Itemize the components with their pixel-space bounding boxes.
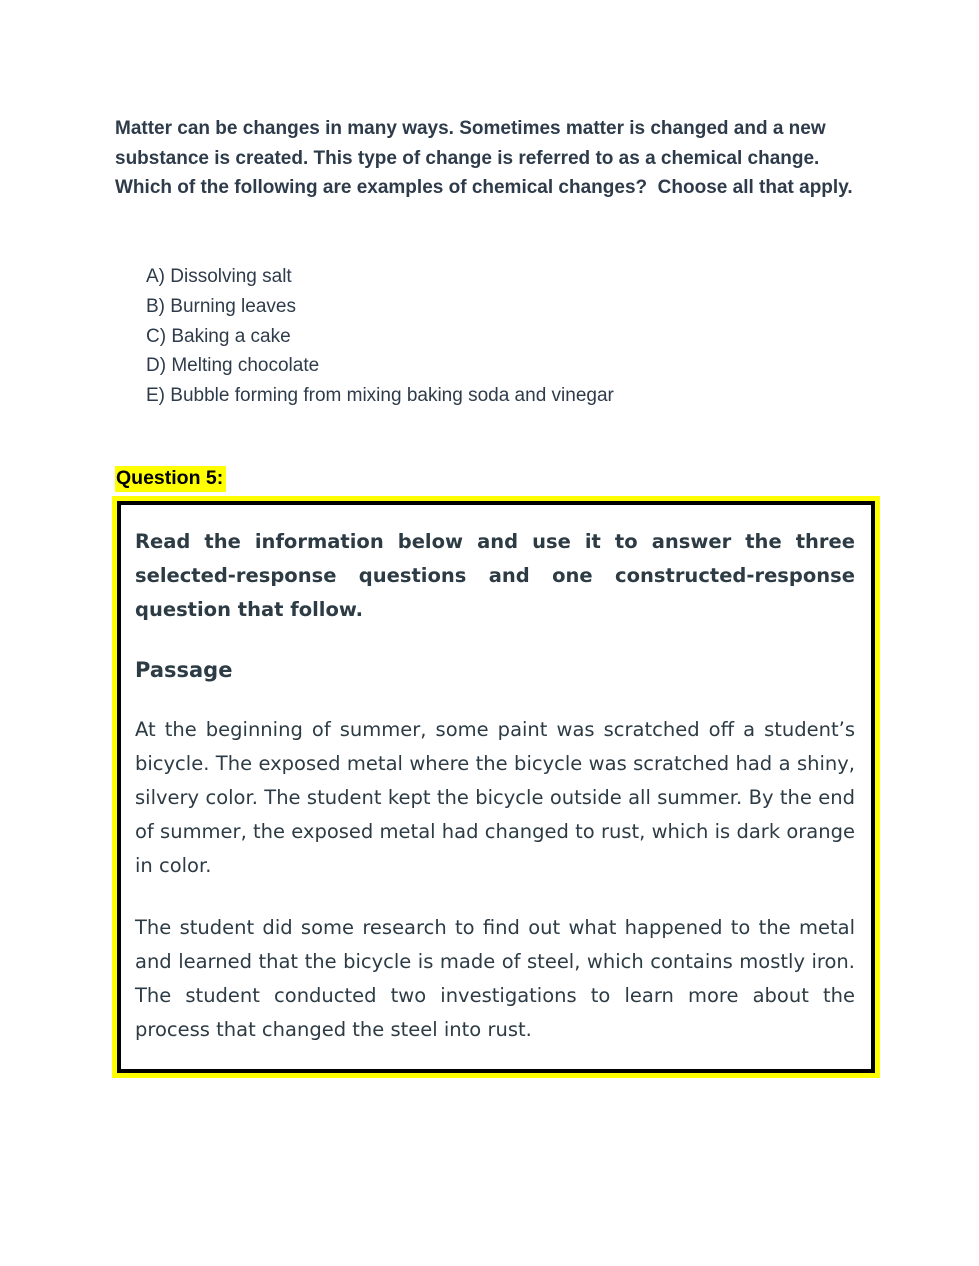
question5-header xyxy=(115,466,226,492)
question5-label: Question 5: xyxy=(115,466,226,492)
question-prompt: Matter can be changes in many ways. Sometimes matter is changed and a new substance is created. This type of change is referred to as a chemical change. Which of the following are examples of chemical changes? Choose all that apply. xyxy=(115,118,853,198)
passage-box xyxy=(117,501,875,1073)
passage-instructions: Read the information below and use it to answer the three selected-response questions and one constructed-response question that follow. xyxy=(135,530,855,621)
answer-option-a: A) Dissolving salt xyxy=(146,266,292,287)
passage-heading: Passage xyxy=(135,658,233,682)
answer-option-c: C) Baking a cake xyxy=(146,325,291,347)
answer-options xyxy=(146,262,846,411)
answer-option-d: D) Melting chocolate xyxy=(146,355,320,377)
passage-paragraph-1: At the beginning of summer, some paint was scratched off a student’s bicycle. The exposed metal where the bicycle was scratched had a shiny, silvery color. The student kept the bicycle outside all summer. By the end of summer, the exposed metal had changed to rust, which is dark orange in color. xyxy=(135,718,855,877)
passage-paragraph-2: The student did some research to find out what happened to the metal and learned that the bicycle is made of steel, which contains mostly iron. The student conducted two investigations to learn more about the process that changed the steel into rust. xyxy=(135,916,855,1041)
answer-option-b: B) Burning leaves xyxy=(146,295,296,317)
answer-option-e: E) Bubble forming from mixing baking soda and vinegar xyxy=(146,385,614,407)
